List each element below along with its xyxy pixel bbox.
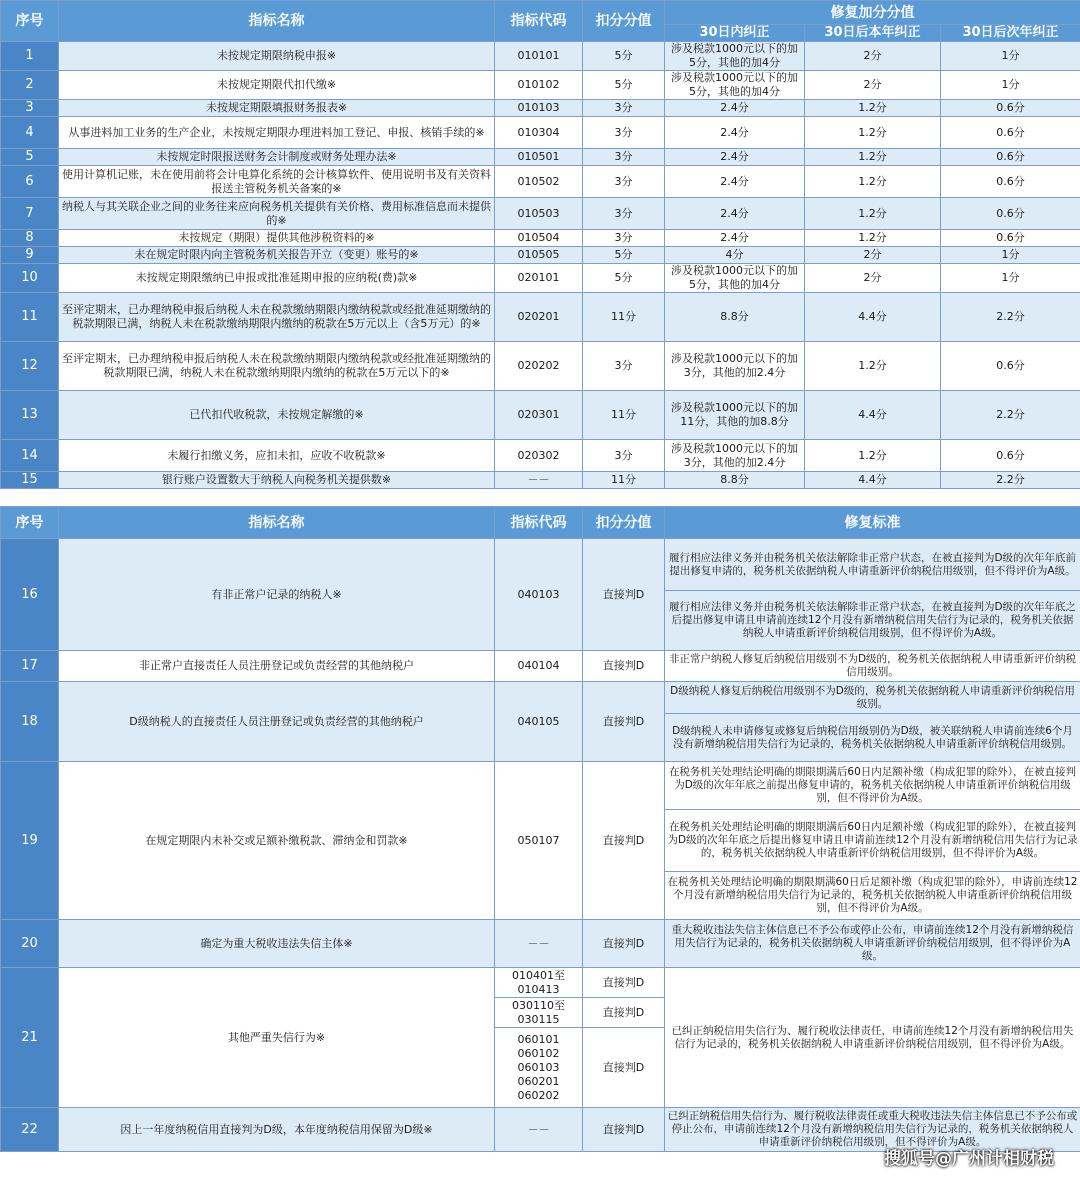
indicator-code: 060101 060102 060103 060201 060202 [495,1028,583,1108]
deduction-points: 5分 [583,264,665,293]
repair-after-30-days-same-year: 4.4分 [805,472,941,489]
repair-within-30-days: 4分 [665,247,805,264]
row-index: 9 [1,247,59,264]
repair-after-30-days-next-year: 1分 [941,247,1080,264]
table-row [1,42,1080,71]
repair-within-30-days: 2.4分 [665,198,805,230]
table-row [1,198,1080,230]
row-index: 8 [1,230,59,247]
header-indicator-code-2: 指标代码 [495,507,583,539]
repair-within-30-days: 2.4分 [665,100,805,117]
indicator-code: －－ [495,920,583,968]
indicator-code: 010502 [495,166,583,198]
indicator-code: －－ [495,472,583,489]
table-row [1,651,1080,682]
repair-standard: 履行相应法律义务并由税务机关依法解除非正常户状态，在被直接判为D级的次年年底前提出修复申请的，税务机关依据纳税人申请重新评价纳税信用级别，但不得评价为A级。 [665,539,1080,591]
row-index: 17 [1,651,59,682]
deduction-points: 3分 [583,149,665,166]
repair-after-30-days-same-year: 1.2分 [805,149,941,166]
row-index: 18 [1,682,59,762]
repair-standard: 已纠正纳税信用失信行为、履行税收法律责任或重大税收违法失信主体信息已不予公布或停止公布，申请前连续12个月没有新增纳税信用失信行为记录的，税务机关依据纳税人申请重新评价纳税信用级别，但不得评价为A级。 [665,1108,1080,1152]
row-index: 5 [1,149,59,166]
table-row [1,472,1080,489]
deduction-points: 直接判D [583,651,665,682]
indicator-code: 040105 [495,682,583,762]
indicator-code: 010501 [495,149,583,166]
repair-after-30-days-next-year: 1分 [941,71,1080,100]
indicator-code: 010505 [495,247,583,264]
indicator-name: 纳税人与其关联企业之间的业务往来应向税务机关提供有关价格、费用标准信息而未提供的※ [59,198,495,230]
indicator-name: D级纳税人的直接责任人员注册登记或负责经营的其他纳税户 [59,682,495,762]
indicator-name: 未按规定（期限）提供其他涉税资料的※ [59,230,495,247]
repair-after-30-days-next-year: 1分 [941,264,1080,293]
deduction-points: 5分 [583,247,665,264]
repair-after-30-days-next-year: 0.6分 [941,342,1080,391]
row-index: 15 [1,472,59,489]
row-index: 2 [1,71,59,100]
deduction-points: 直接判D [583,1108,665,1152]
indicator-code: 010504 [495,230,583,247]
indicator-name: 使用计算机记账，未在使用前将会计电算化系统的会计核算软件、使用说明书及有关资料报送主管税务机关备案的※ [59,166,495,198]
indicator-code: 020301 [495,391,583,440]
row-index: 10 [1,264,59,293]
watermark: 搜狐号@广州计相财税 [884,1149,1054,1169]
indicator-name: 其他严重失信行为※ [59,968,495,1108]
repair-after-30-days-same-year: 2分 [805,247,941,264]
table-row [1,230,1080,247]
table-row [1,682,1080,714]
row-index: 14 [1,440,59,472]
row-index: 19 [1,762,59,920]
indicator-code: 050107 [495,762,583,920]
deduction-points: 5分 [583,42,665,71]
deduction-points: 3分 [583,342,665,391]
repair-within-30-days: 涉及税款1000元以下的加3分，其他的加2.4分 [665,440,805,472]
deduction-points: 3分 [583,440,665,472]
header-after-30-days-same-year: 30日后本年纠正 [805,25,941,42]
deduction-points: 5分 [583,71,665,100]
repair-within-30-days: 涉及税款1000元以下的加3分，其他的加2.4分 [665,342,805,391]
repair-after-30-days-next-year: 2.2分 [941,391,1080,440]
repair-after-30-days-same-year: 1.2分 [805,198,941,230]
table-row [1,149,1080,166]
table-row [1,247,1080,264]
table-row [1,968,1080,998]
header-repair-standard: 修复标准 [665,507,1080,539]
repair-after-30-days-next-year: 0.6分 [941,100,1080,117]
indicator-name: 有非正常户记录的纳税人※ [59,539,495,651]
indicator-name: 非正常户直接责任人员注册登记或负责经营的其他纳税户 [59,651,495,682]
table-row [1,117,1080,149]
repair-standard: 履行相应法律义务并由税务机关依法解除非正常户状态，在被直接判为D级的次年年底之后提出修复申请且申请前连续12个月没有新增纳税信用失信行为记录的，税务机关依据纳税人申请重新评价纳税信用级别，但不得评价为A级。 [665,591,1080,651]
deduction-points: 直接判D [583,968,665,998]
row-index: 6 [1,166,59,198]
indicator-name: 已代扣代收税款，未按规定解缴的※ [59,391,495,440]
deduction-points: 直接判D [583,682,665,762]
header-after-30-days-next-year: 30日后次年纠正 [941,25,1080,42]
deduction-points: 直接判D [583,1028,665,1108]
repair-standard: 在税务机关处理结论明确的期限期满后60日内足额补缴（构成犯罪的除外），在被直接判为D级的次年年底之前提出修复申请的，税务机关依据纳税人申请重新评价纳税信用级别，但不得评价为A级。 [665,762,1080,810]
repair-after-30-days-same-year: 4.4分 [805,391,941,440]
row-index: 11 [1,293,59,342]
row-index: 20 [1,920,59,968]
repair-within-30-days: 涉及税款1000元以下的加5分，其他的加4分 [665,42,805,71]
repair-after-30-days-same-year: 2分 [805,42,941,71]
indicator-name: 从事进料加工业务的生产企业，未按规定期限办理进料加工登记、申报、核销手续的※ [59,117,495,149]
deduction-points: 3分 [583,230,665,247]
repair-after-30-days-same-year: 1.2分 [805,100,941,117]
repair-after-30-days-same-year: 1.2分 [805,117,941,149]
repair-after-30-days-next-year: 0.6分 [941,198,1080,230]
repair-after-30-days-same-year: 1.2分 [805,166,941,198]
row-index: 4 [1,117,59,149]
indicator-code: 010503 [495,198,583,230]
repair-after-30-days-same-year: 1.2分 [805,342,941,391]
repair-standard: 重大税收违法失信主体信息已不予公布或停止公布，申请前连续12个月没有新增纳税信用失信行为记录的，税务机关依据纳税人申请重新评价纳税信用级别，但不得评价为A级。 [665,920,1080,968]
indicator-code: －－ [495,1108,583,1152]
header-deduction-2: 扣分分值 [583,507,665,539]
indicator-name: 因上一年度纳税信用直接判为D级，本年度纳税信用保留为D级※ [59,1108,495,1152]
repair-table-part1 [0,0,1080,489]
deduction-points: 直接判D [583,998,665,1028]
indicator-name: 银行账户设置数大于纳税人向税务机关提供数※ [59,472,495,489]
table-row [1,920,1080,968]
indicator-code: 020201 [495,293,583,342]
deduction-points: 直接判D [583,539,665,651]
table-row [1,440,1080,472]
header-within-30-days: 30日内纠正 [665,25,805,42]
indicator-name: 未按规定期限纳税申报※ [59,42,495,71]
indicator-code: 040104 [495,651,583,682]
table-row [1,166,1080,198]
row-index: 1 [1,42,59,71]
indicator-name: 未按规定时限报送财务会计制度或财务处理办法※ [59,149,495,166]
row-index: 12 [1,342,59,391]
repair-after-30-days-next-year: 0.6分 [941,166,1080,198]
table-row [1,391,1080,440]
deduction-points: 11分 [583,293,665,342]
header-index-2: 序号 [1,507,59,539]
header-deduction: 扣分分值 [583,1,665,42]
deduction-points: 11分 [583,391,665,440]
indicator-code: 030110至030115 [495,998,583,1028]
indicator-name: 在规定期限内未补交或足额补缴税款、滞纳金和罚款※ [59,762,495,920]
indicator-name: 未按规定期限代扣代缴※ [59,71,495,100]
repair-standard: 在税务机关处理结论明确的期限期满后60日内足额补缴（构成犯罪的除外），在被直接判为D级的次年年底之后提出修复申请且申请前连续12个月没有新增纳税信用失信行为记录的，税务机关依据纳税人申请重新评价纳税信用级别，但不得评价为A级。 [665,810,1080,872]
repair-standard: 在税务机关处理结论明确的期限期满60日后足额补缴（构成犯罪的除外），申请前连续12个月没有新增纳税信用失信行为记录的，税务机关依据纳税人申请重新评价纳税信用级别，但不得评价为A级。 [665,872,1080,920]
row-index: 7 [1,198,59,230]
repair-after-30-days-same-year: 2分 [805,264,941,293]
header-indicator-name-2: 指标名称 [59,507,495,539]
table-row [1,539,1080,591]
indicator-code: 020202 [495,342,583,391]
indicator-code: 010304 [495,117,583,149]
deduction-points: 3分 [583,117,665,149]
table-row [1,100,1080,117]
repair-standard: 已纠正纳税信用失信行为、履行税收法律责任，申请前连续12个月没有新增纳税信用失信行为记录的，税务机关依据纳税人申请重新评价纳税信用级别，但不得评价为A级。 [665,968,1080,1108]
header-repair-points: 修复加分分值 [665,1,1080,25]
row-index: 21 [1,968,59,1108]
repair-within-30-days: 8.8分 [665,293,805,342]
indicator-code: 020101 [495,264,583,293]
row-index: 3 [1,100,59,117]
table-row [1,293,1080,342]
repair-within-30-days: 2.4分 [665,166,805,198]
repair-after-30-days-next-year: 0.6分 [941,230,1080,247]
table-row [1,71,1080,100]
indicator-name: 未履行扣缴义务，应扣未扣，应收不收税款※ [59,440,495,472]
header-indicator-name: 指标名称 [59,1,495,42]
repair-after-30-days-next-year: 0.6分 [941,149,1080,166]
repair-within-30-days: 涉及税款1000元以下的加5分，其他的加4分 [665,71,805,100]
indicator-name: 未在规定时限内向主管税务机关报告开立（变更）账号的※ [59,247,495,264]
indicator-name: 未按规定期限缴纳已申报或批准延期申报的应纳税(费)款※ [59,264,495,293]
repair-within-30-days: 2.4分 [665,117,805,149]
indicator-code: 010401至010413 [495,968,583,998]
indicator-name: 未按规定期限填报财务报表※ [59,100,495,117]
repair-after-30-days-same-year: 1.2分 [805,440,941,472]
table-row [1,264,1080,293]
indicator-name: 确定为重大税收违法失信主体※ [59,920,495,968]
table-row [1,762,1080,810]
repair-after-30-days-same-year: 2分 [805,71,941,100]
row-index: 22 [1,1108,59,1152]
repair-within-30-days: 8.8分 [665,472,805,489]
deduction-points: 直接判D [583,920,665,968]
repair-after-30-days-next-year: 2.2分 [941,293,1080,342]
header-indicator-code: 指标代码 [495,1,583,42]
indicator-code: 010101 [495,42,583,71]
indicator-name: 至评定期末，已办理纳税申报后纳税人未在税款缴纳期限内缴纳税款或经批准延期缴纳的税款期限已满，纳税人未在税款缴纳期限内缴纳的税款在5万元以下的※ [59,342,495,391]
indicator-name: 至评定期末，已办理纳税申报后纳税人未在税款缴纳期限内缴纳税款或经批准延期缴纳的税款期限已满，纳税人未在税款缴纳期限内缴纳的税款在5万元以上（含5万元）的※ [59,293,495,342]
repair-within-30-days: 涉及税款1000元以下的加5分，其他的加4分 [665,264,805,293]
deduction-points: 3分 [583,166,665,198]
deduction-points: 3分 [583,198,665,230]
repair-within-30-days: 2.4分 [665,230,805,247]
repair-after-30-days-next-year: 2.2分 [941,472,1080,489]
repair-standard: D级纳税人未申请修复或修复后纳税信用级别仍为D级，被关联纳税人申请前连续6个月没有新增纳税信用失信行为记录的，税务机关依据纳税人申请重新评价纳税信用级别。 [665,714,1080,762]
repair-after-30-days-same-year: 4.4分 [805,293,941,342]
repair-after-30-days-next-year: 0.6分 [941,440,1080,472]
repair-after-30-days-same-year: 1.2分 [805,230,941,247]
repair-after-30-days-next-year: 0.6分 [941,117,1080,149]
deduction-points: 3分 [583,100,665,117]
indicator-code: 010102 [495,71,583,100]
row-index: 13 [1,391,59,440]
deduction-points: 11分 [583,472,665,489]
repair-table-part2 [0,506,1080,1152]
row-index: 16 [1,539,59,651]
indicator-code: 010103 [495,100,583,117]
repair-standard: 非正常户纳税人修复后纳税信用级别不为D级的，税务机关依据纳税人申请重新评价纳税信用级别。 [665,651,1080,682]
indicator-code: 020302 [495,440,583,472]
repair-standard: D级纳税人修复后纳税信用级别不为D级的，税务机关依据纳税人申请重新评价纳税信用级别。 [665,682,1080,714]
repair-within-30-days: 2.4分 [665,149,805,166]
deduction-points: 直接判D [583,762,665,920]
repair-within-30-days: 涉及税款1000元以下的加11分，其他的加8.8分 [665,391,805,440]
table-row [1,342,1080,391]
repair-after-30-days-next-year: 1分 [941,42,1080,71]
header-index: 序号 [1,1,59,42]
indicator-code: 040103 [495,539,583,651]
